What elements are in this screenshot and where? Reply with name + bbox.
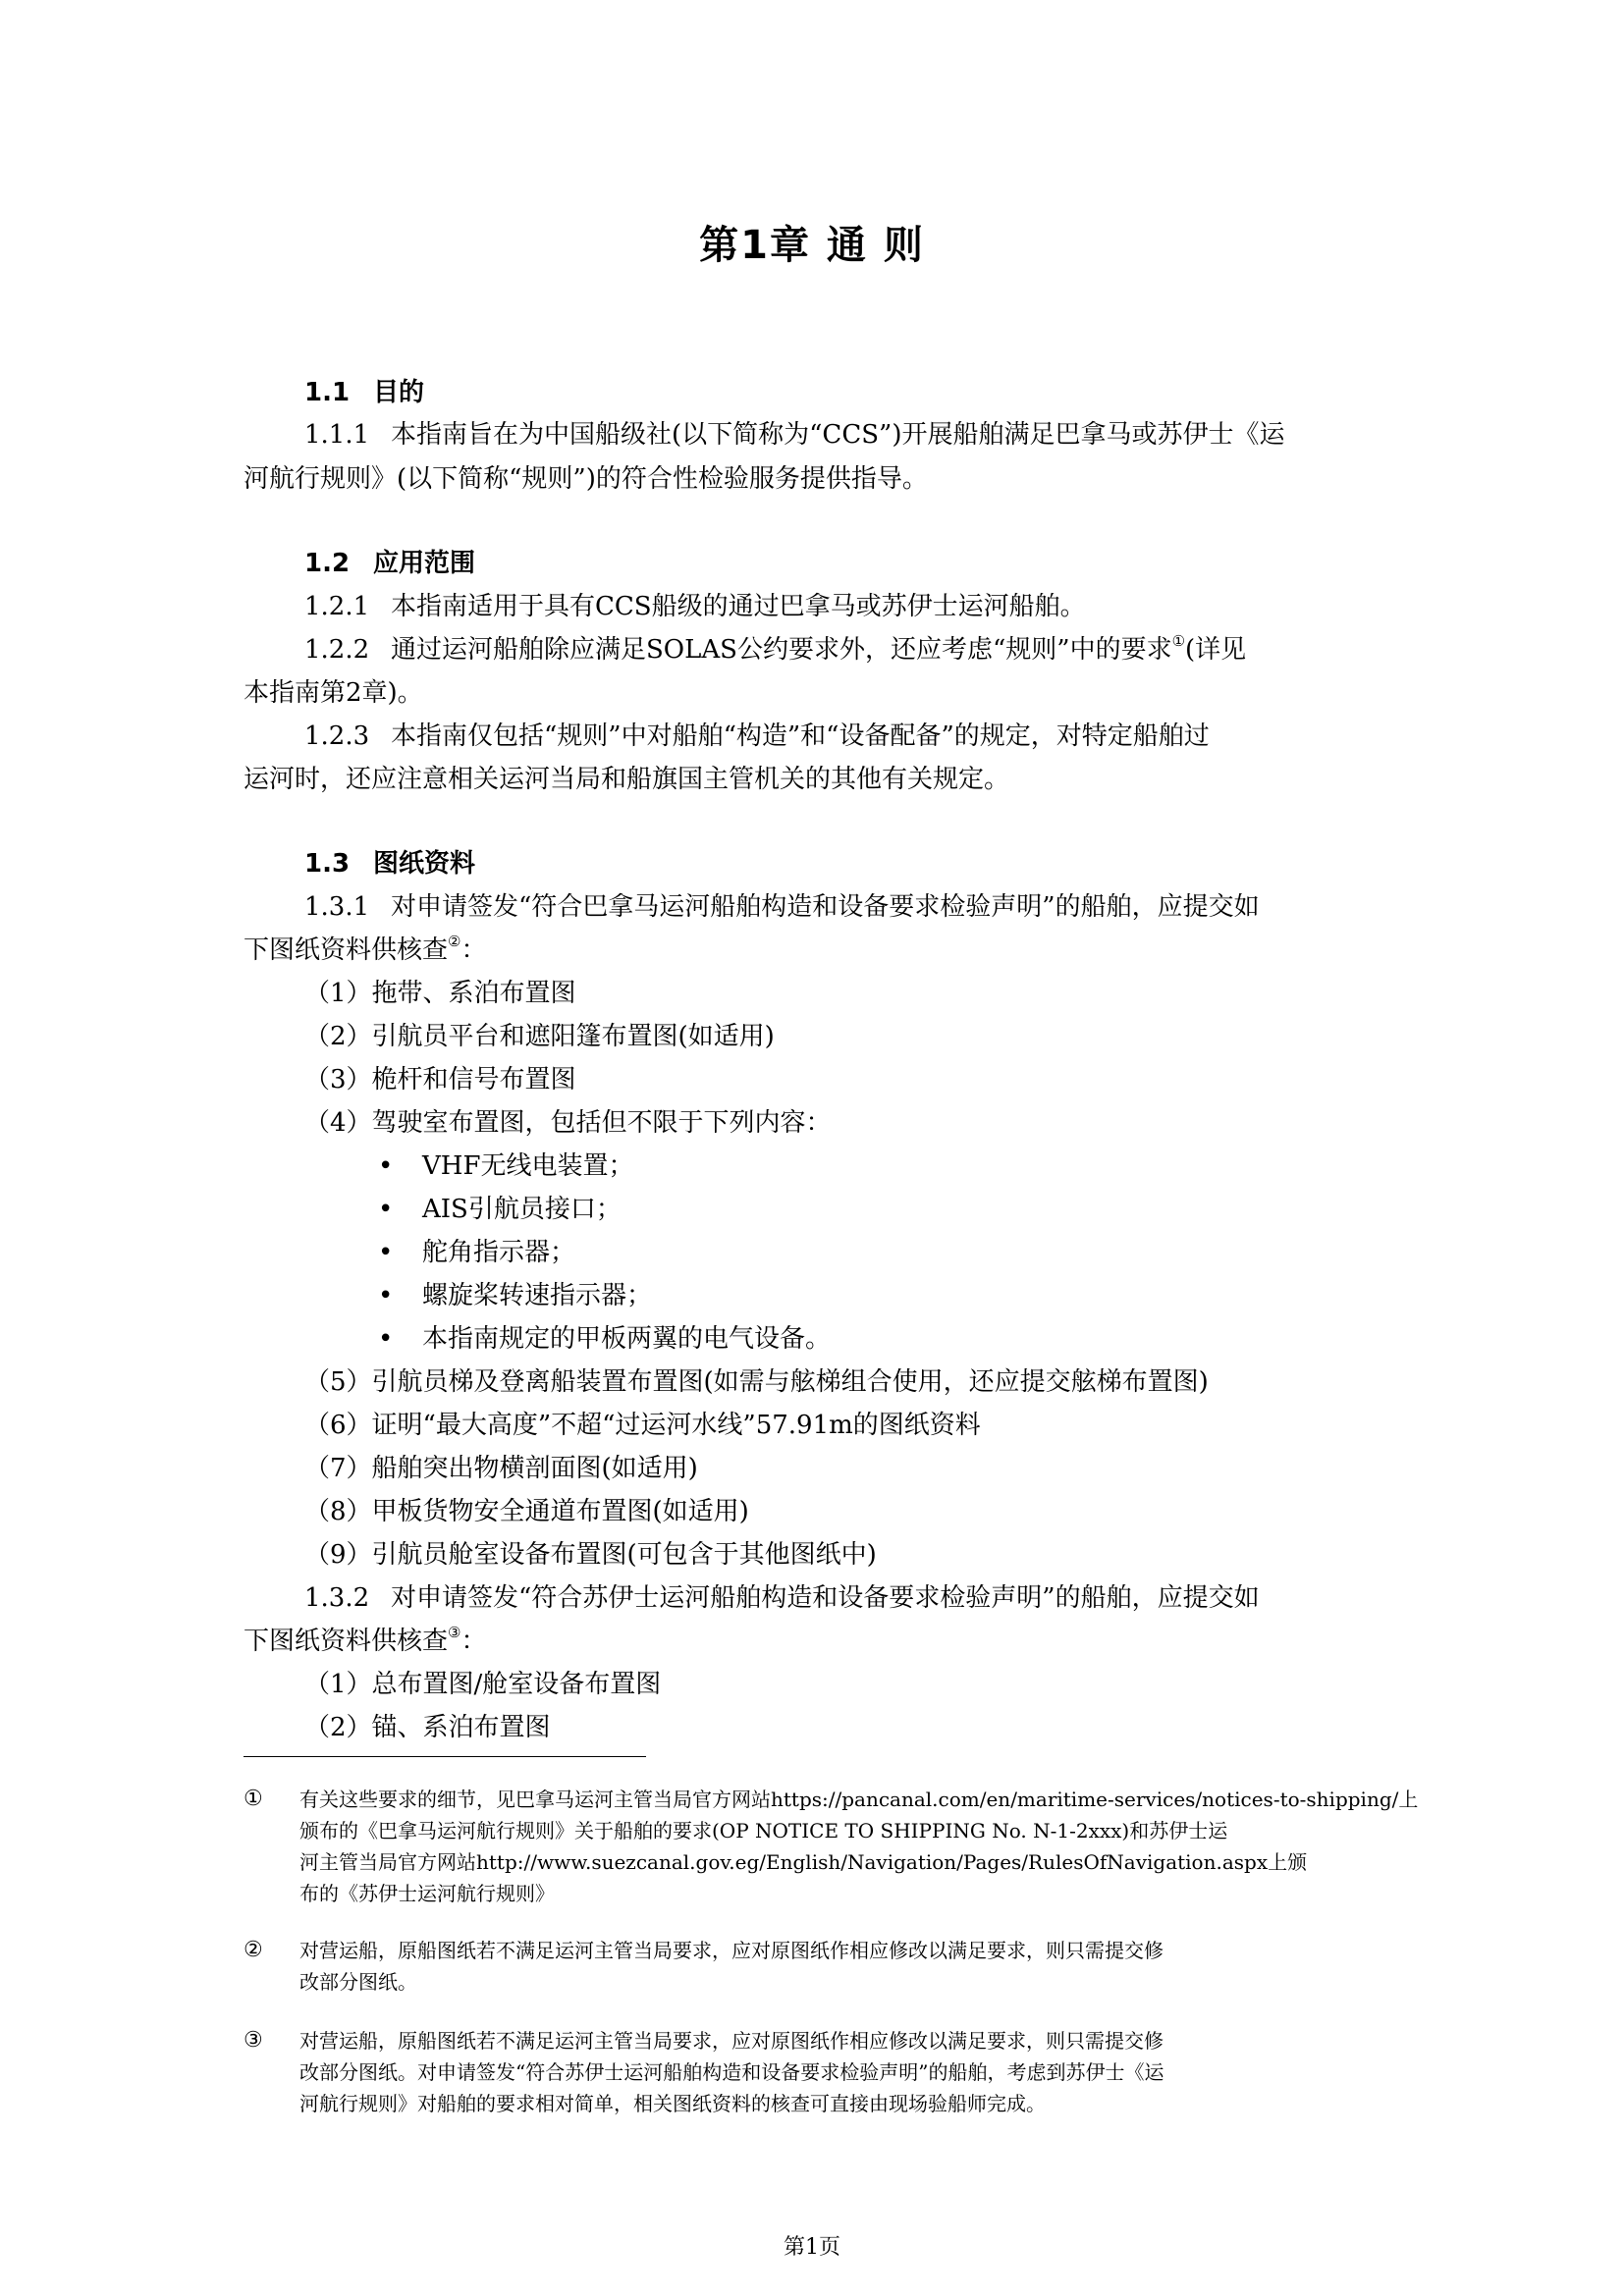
bullet-icon: • [378,1195,394,1224]
paragraph-1-3-1 [304,891,1260,923]
list-item: （2）锚、系泊布置图 [304,1713,551,1742]
bullet-text: VHF无线电装置； [422,1151,634,1181]
list-item: （8）甲板货物安全通道布置图(如适用) [304,1497,749,1526]
footnote-line: 对营运船，原船图纸若不满足运河主管当局要求，应对原图纸作相应修改以满足要求，则只需提交修 [299,2029,1164,2053]
list-item: （7）船舶突出物横剖面图(如适用) [304,1454,698,1483]
paragraph-1-2-1 [304,591,1086,622]
chapter-title: 第1章 通 则 [699,223,925,268]
paragraph-continuation [244,934,486,966]
clause-text: ： [460,1627,487,1656]
footnote-ref[interactable]: ③ [448,1624,461,1642]
bullet-icon: • [378,1151,394,1181]
clause-text: 对申请签发“符合巴拿马运河船舶构造和设备要求检验声明”的船舶，应提交如 [391,892,1260,922]
footnote-separator [244,1756,646,1757]
clause-text: 下图纸资料供核查 [244,935,449,965]
footnote-line: 改部分图纸。对申请签发“符合苏伊士运河船舶构造和设备要求检验声明”的船舶，考虑到苏伊士《运 [299,2060,1164,2084]
footnote-ref[interactable]: ① [1171,632,1186,651]
clause-number: 1.2.2 [304,635,370,665]
section-title: 图纸资料 [373,849,476,879]
page-number: 第1页 [784,2235,840,2260]
bullet-text: AIS引航员接口； [422,1195,622,1224]
list-item: （1）拖带、系泊布置图 [304,979,576,1008]
list-item: （4）驾驶室布置图，包括但不限于下列内容： [304,1108,832,1138]
bullet-text: 舵角指示器； [422,1238,576,1267]
footnote-line: 有关这些要求的细节，见巴拿马运河主管当局官方网站https://pancanal.com/en/maritime-services/notices-to-shipping/上 [299,1788,1419,1811]
list-item: （9）引航员舱室设备布置图(可包含于其他图纸中) [304,1540,877,1570]
list-item: （5）引航员梯及登离船装置布置图(如需与舷梯组合使用，还应提交舷梯布置图) [304,1367,1209,1397]
footnote-marker: ① [244,1787,263,1811]
clause-text: 本指南适用于具有CCS船级的通过巴拿马或苏伊士运河船舶。 [391,592,1086,621]
footnote-line: 改部分图纸。 [299,1970,417,1994]
paragraph-1-2-3 [304,721,1210,752]
clause-text: 本指南仅包括“规则”中对船舶“构造”和“设备配备”的规定，对特定船舶过 [391,721,1210,751]
clause-text: 本指南旨在为中国船级社(以下简称为“CCS”)开展船舶满足巴拿马或苏伊士《运 [391,420,1285,450]
bullet-text: 螺旋桨转速指示器； [422,1281,653,1310]
section-number: 1.3 [304,849,351,879]
bullet-text: 本指南规定的甲板两翼的电气设备。 [422,1324,832,1354]
clause-number: 1.3.2 [304,1583,370,1613]
footnote-line: 布的《苏伊士运河航行规则》 [299,1882,555,1905]
list-item: （3）桅杆和信号布置图 [304,1065,576,1095]
section-title: 应用范围 [373,549,476,578]
section-number: 1.2 [304,549,351,578]
footnote-marker: ② [244,1938,263,1962]
clause-text: 下图纸资料供核查 [244,1627,449,1656]
clause-text: ： [460,935,487,965]
list-item: （6）证明“最大高度”不超“过运河水线”57.91m的图纸资料 [304,1411,981,1440]
footnote-line: 河航行规则》对船舶的要求相对简单，相关图纸资料的核查可直接由现场验船师完成。 [299,2092,1046,2115]
list-item: （1）总布置图/舱室设备布置图 [304,1670,662,1699]
section-number: 1.1 [304,378,351,407]
clause-text: (详见 [1185,635,1247,665]
section-heading-1-1 [304,377,424,408]
paragraph-continuation: 运河时，还应注意相关运河当局和船旗国主管机关的其他有关规定。 [244,765,1010,794]
paragraph-continuation [244,1626,486,1657]
section-heading-1-2 [304,548,475,579]
list-item: （2）引航员平台和遮阳篷布置图(如适用) [304,1022,775,1051]
paragraph-1-2-2 [304,634,1246,666]
footnote-line: 河主管当局官方网站http://www.suezcanal.gov.eg/English/Navigation/Pages/RulesOfNavigation.aspx上颁 [299,1850,1308,1874]
clause-number: 1.2.1 [304,592,370,621]
clause-number: 1.1.1 [304,420,370,450]
footnote-line: 颁布的《巴拿马运河航行规则》关于船舶的要求(OP NOTICE TO SHIPPING No. N-1-2xxx)和苏伊士运 [299,1819,1228,1842]
bullet-icon: • [378,1238,394,1267]
footnote-ref[interactable]: ② [448,933,461,951]
paragraph-1-1-1 [304,419,1284,451]
clause-text: 对申请签发“符合苏伊士运河船舶构造和设备要求检验声明”的船舶，应提交如 [391,1583,1260,1613]
footnote-line: 对营运船，原船图纸若不满足运河主管当局要求，应对原图纸作相应修改以满足要求，则只需提交修 [299,1939,1164,1962]
paragraph-continuation: 河航行规则》(以下简称“规则”)的符合性检验服务提供指导。 [244,464,928,494]
footnote-marker: ③ [244,2028,263,2053]
section-title: 目的 [373,378,425,407]
clause-number: 1.3.1 [304,892,370,922]
bullet-icon: • [378,1281,394,1310]
paragraph-1-3-2 [304,1582,1260,1614]
clause-number: 1.2.3 [304,721,370,751]
paragraph-continuation: 本指南第2章)。 [244,678,423,708]
section-heading-1-3 [304,848,475,880]
bullet-icon: • [378,1324,394,1354]
clause-text: 通过运河船舶除应满足SOLAS公约要求外，还应考虑“规则”中的要求 [391,635,1172,665]
